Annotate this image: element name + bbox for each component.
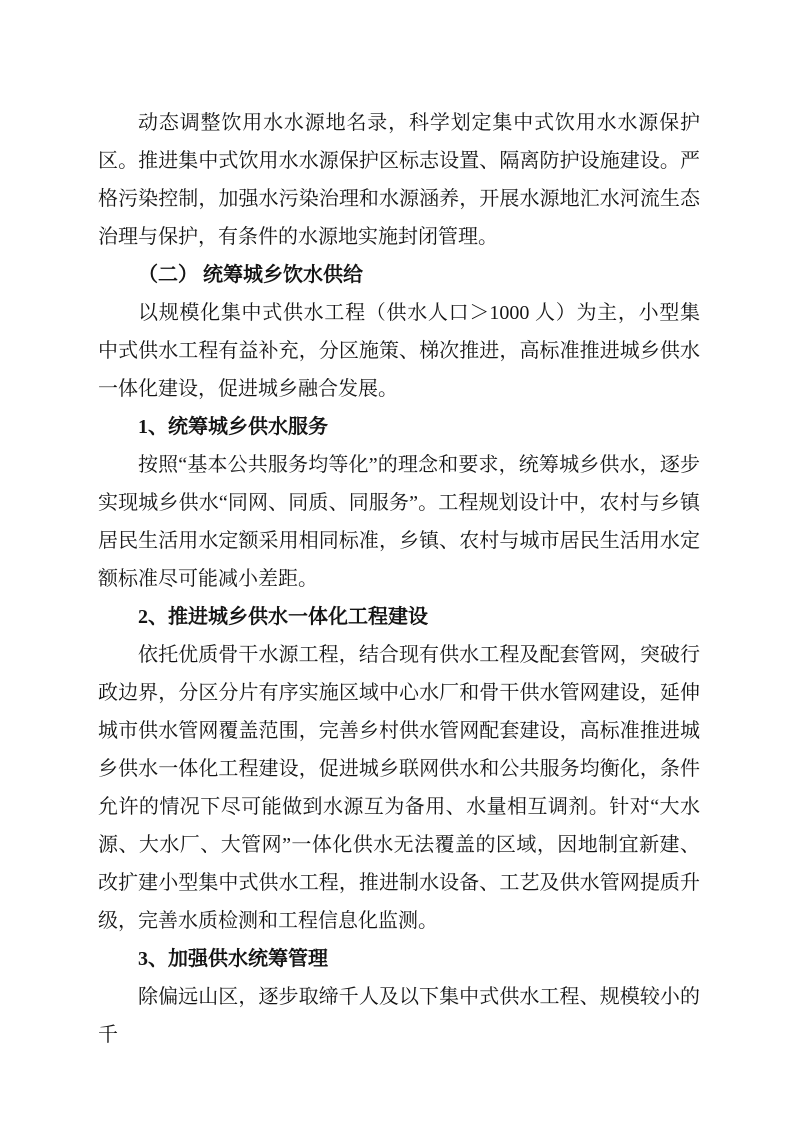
body-paragraph-phase-out-small-works: 除偏远山区，逐步取缔千人及以下集中式供水工程、规模较小的千 xyxy=(98,986,700,1046)
subsection-heading-1-coordinate-supply-service: 1、统筹城乡供水服务 xyxy=(138,416,328,438)
body-paragraph-centralized-supply-overview: 以规模化集中式供水工程（供水人口＞1000 人）为主，小型集中式供水工程有益补充，分区施策、梯次推进，高标准推进城乡供水一体化建设，促进城乡融合发展。 xyxy=(98,302,700,400)
body-paragraph-equal-public-service: 按照“基本公共服务均等化”的理念和要求，统筹城乡供水，逐步实现城乡供水“同网、同质、同服务”。工程规划设计中，农村与乡镇居民生活用水定额采用相同标准，乡镇、农村与城市居民生活用水定额标准尽可能减小差距。 xyxy=(98,454,700,590)
body-paragraph-water-source-protection: 动态调整饮用水水源地名录，科学划定集中式饮用水水源保护区。推进集中式饮用水水源保护区标志设置、隔离防护设施建设。严格污染控制，加强水污染治理和水源涵养，开展水源地汇水河流生态治理与保护，有条件的水源地实施封闭管理。 xyxy=(98,112,700,248)
body-paragraph-integrated-project-construction: 依托优质骨干水源工程，结合现有供水工程及配套管网，突破行政边界，分区分片有序实施区域中心水厂和骨干供水管网建设，延伸城市供水管网覆盖范围，完善乡村供水管网配套建设，高标准推进城乡供水一体化工程建设，促进城乡联网供水和公共服务均衡化，条件允许的情况下尽可能做到水源互为备用、水量相互调剂。针对“大水源、大水厂、大管网”一体化供水无法覆盖的区域，因地制宜新建、改扩建小型集中式供水工程，推进制水设备、工艺及供水管网提质升级，完善水质检测和工程信息化监测。 xyxy=(98,644,700,932)
subsection-heading-3-strengthen-supply-management: 3、加强供水统筹管理 xyxy=(138,948,328,970)
section-heading-2-urban-rural-drinking-water-supply: （二） 统筹城乡饮水供给 xyxy=(138,264,363,286)
subsection-heading-2-integrated-supply-projects: 2、推进城乡供水一体化工程建设 xyxy=(138,606,428,628)
